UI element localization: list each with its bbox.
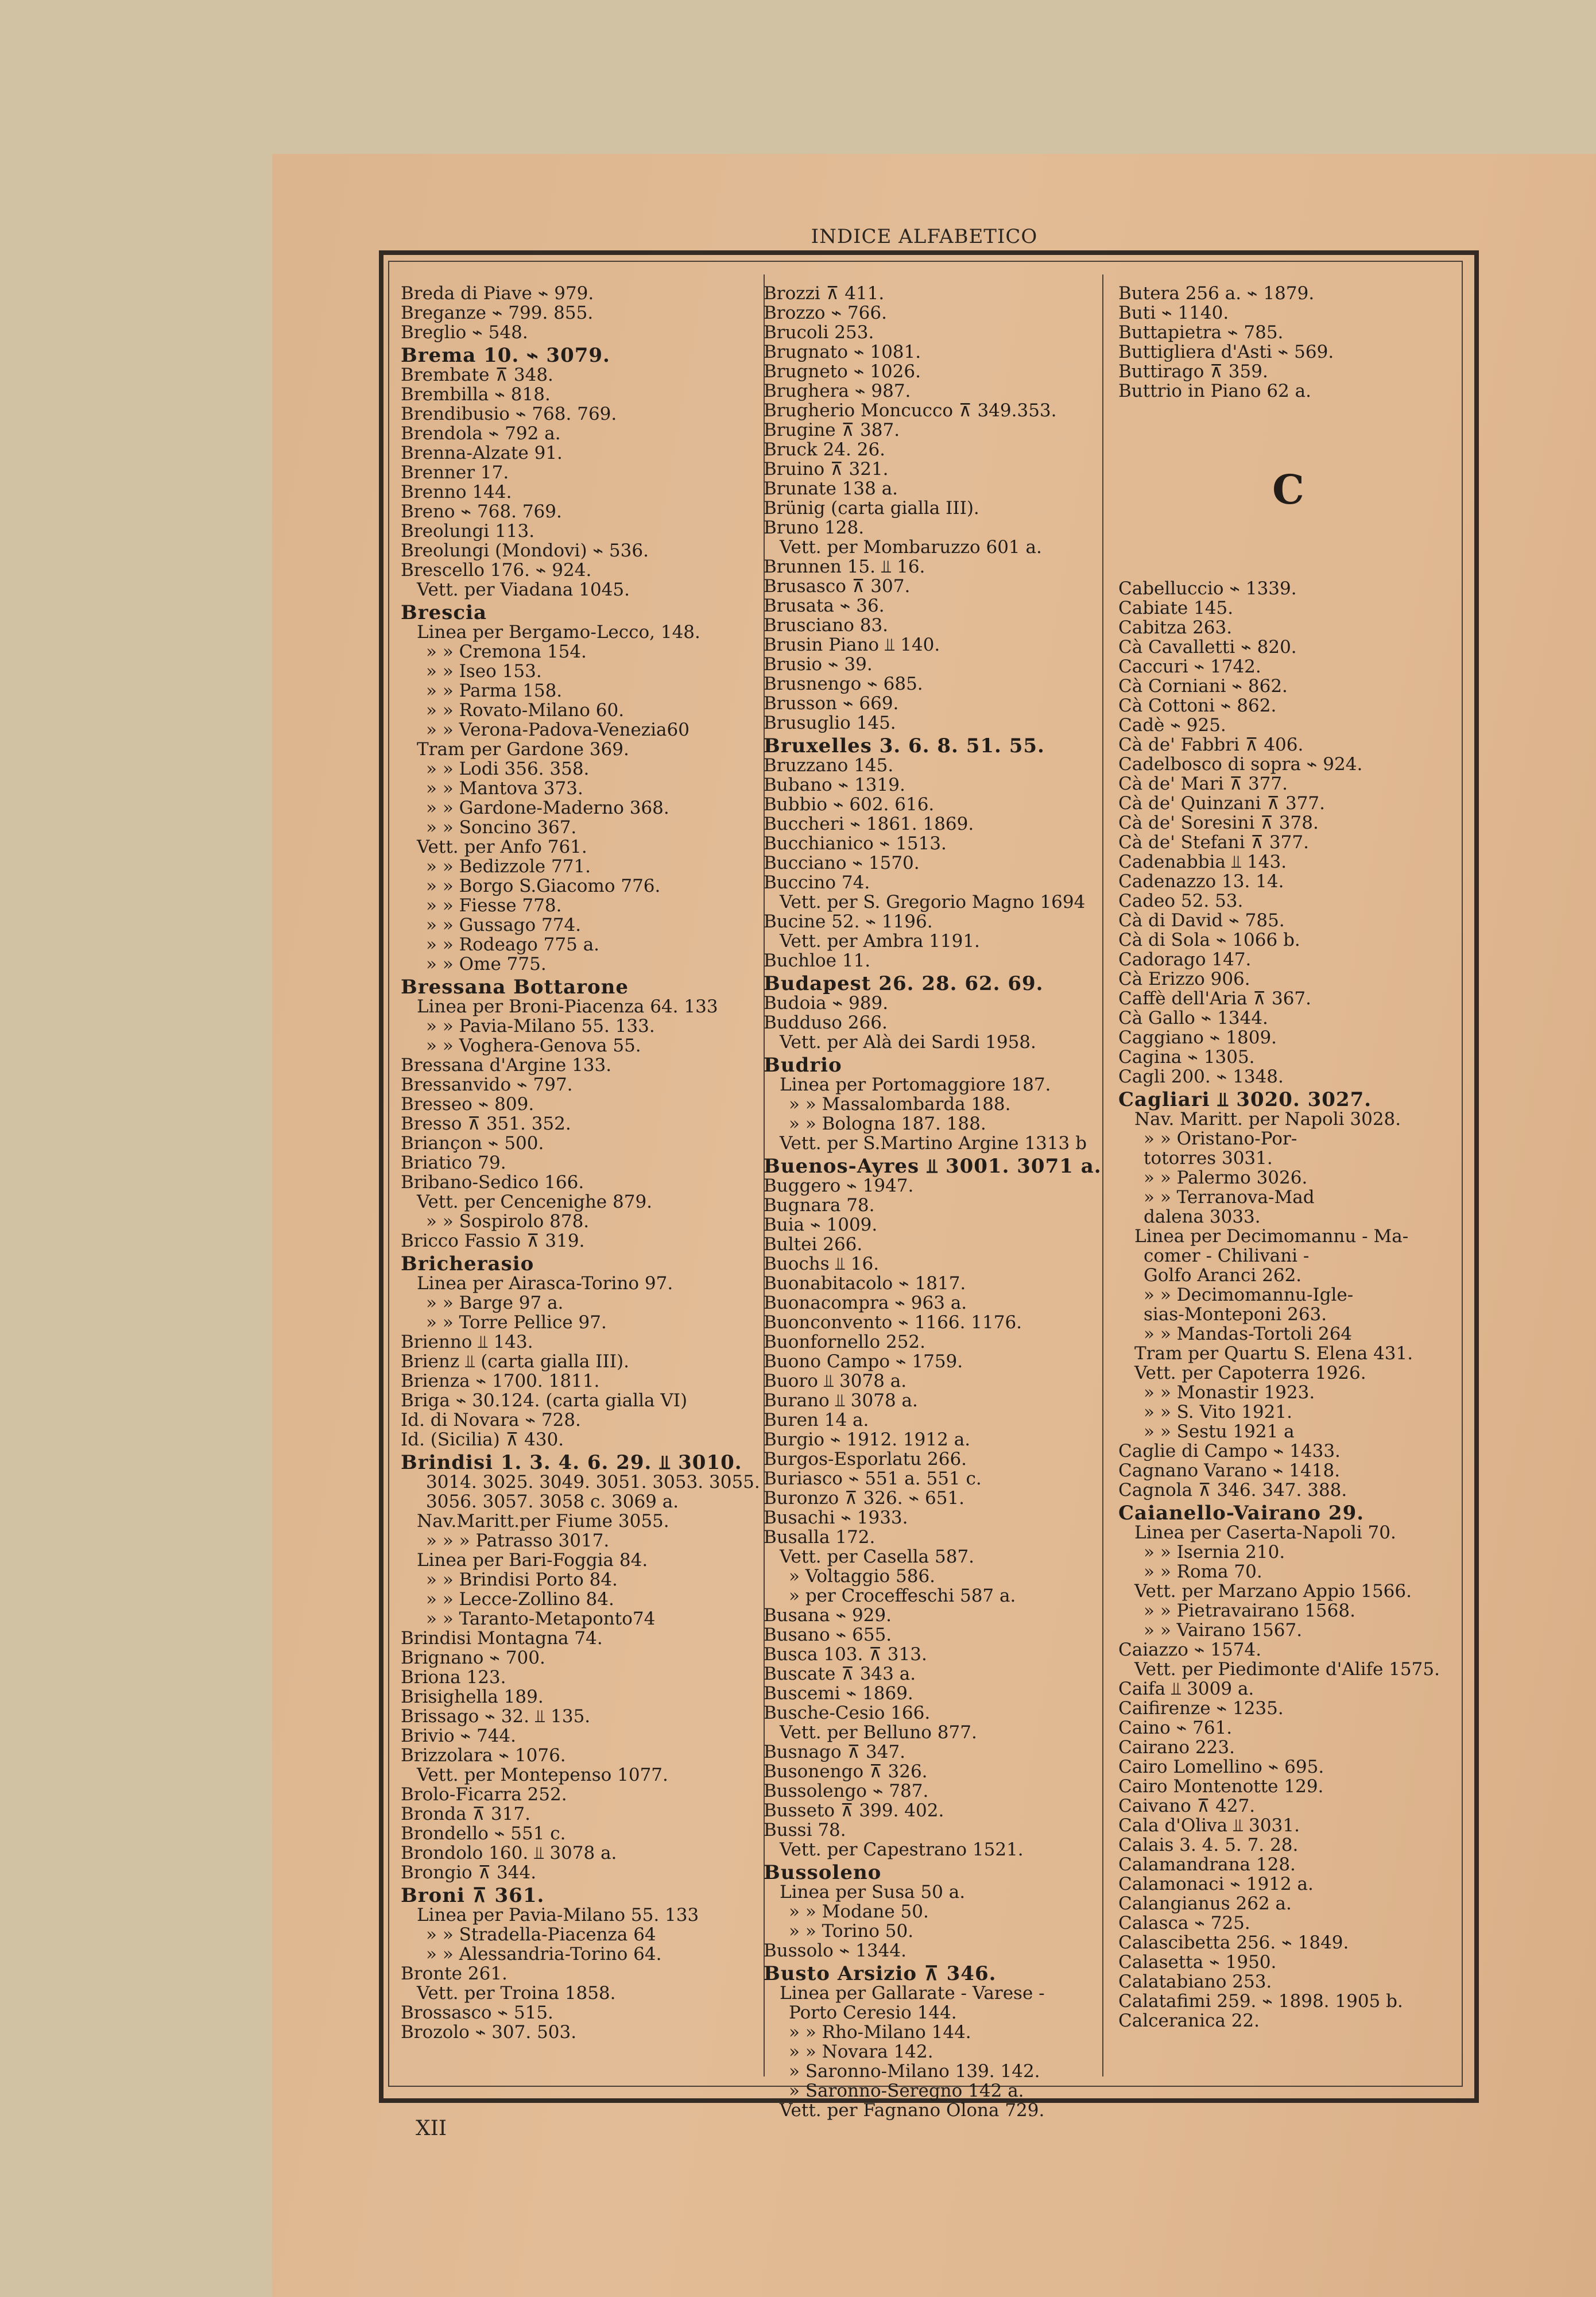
index-entry: » » Barge 97 a. (426, 1293, 564, 1313)
index-entry: Cadorago 147. (1118, 949, 1252, 970)
index-entry: Brenna-Alzate 91. (401, 443, 563, 463)
index-entry: » » Bedizzole 771. (426, 856, 591, 877)
index-entry: Cà de' Soresini ⊼ 378. (1118, 813, 1319, 833)
index-entry: Cà di David ⌁ 785. (1118, 910, 1285, 931)
index-entry: Caiazzo ⌁ 1574. (1118, 1639, 1262, 1660)
index-entry: Busnago ⊼ 347. (764, 1742, 906, 1762)
index-entry: Buti ⌁ 1140. (1118, 303, 1229, 323)
index-entry: » » Roma 70. (1144, 1561, 1262, 1582)
index-entry: Bressana d'Argine 133. (401, 1055, 612, 1076)
index-entry: Brendola ⌁ 792 a. (401, 423, 561, 444)
index-entry: Cà Gallo ⌁ 1344. (1118, 1008, 1268, 1028)
index-entry: Buren 14 a. (764, 1410, 869, 1430)
index-entry: Vett. per S. Gregorio Magno 1694 (780, 892, 1086, 912)
index-entry: Brunate 138 a. (764, 478, 898, 499)
index-entry: Linea per Bergamo-Lecco, 148. (417, 622, 700, 643)
index-entry: Brenno 144. (401, 482, 512, 502)
index-entry: » » Iseo 153. (426, 661, 542, 682)
index-entry: Brünig (carta gialla III). (764, 498, 979, 519)
index-entry: Buronzo ⊼ 326. ⌁ 651. (764, 1488, 965, 1509)
index-entry: » » Torino 50. (789, 1921, 914, 1942)
index-entry: » » Borgo S.Giacomo 776. (426, 876, 661, 896)
index-entry: Buscate ⊼ 343 a. (764, 1664, 916, 1684)
index-entry: » » Pavia-Milano 55. 133. (426, 1016, 655, 1037)
index-entry: Brusuglio 145. (764, 713, 896, 733)
index-entry: Golfo Aranci 262. (1144, 1265, 1302, 1286)
index-entry: Tram per Quartu S. Elena 431. (1134, 1343, 1413, 1364)
index-entry: Brusson ⌁ 669. (764, 693, 899, 714)
index-entry: Vett. per Belluno 877. (780, 1722, 977, 1743)
index-entry: Brusata ⌁ 36. (764, 595, 885, 616)
index-entry: Brienza ⌁ 1700. 1811. (401, 1371, 600, 1391)
index-entry: Burgos-Esporlatu 266. (764, 1449, 967, 1470)
index-entry: Burgio ⌁ 1912. 1912 a. (764, 1429, 971, 1450)
index-entry: Cà de' Stefani ⊼ 377. (1118, 832, 1309, 853)
index-entry: Brendibusio ⌁ 768. 769. (401, 404, 617, 424)
index-entry: Vett. per Mombaruzzo 601 a. (780, 537, 1042, 558)
index-entry: Calamandrana 128. (1118, 1854, 1296, 1875)
index-entry: Porto Ceresio 144. (789, 2002, 957, 2023)
index-entry: Linea per Bari-Foggia 84. (417, 1550, 648, 1571)
page-folio: XII (416, 2117, 447, 2140)
index-entry: Brondello ⌁ 551 c. (401, 1823, 566, 1844)
index-column-1 (401, 283, 760, 2081)
index-entry: Bucciano ⌁ 1570. (764, 853, 920, 873)
index-entry: Brembate ⊼ 348. (401, 365, 553, 385)
index-entry: Bruino ⊼ 321. (764, 459, 889, 479)
index-entry: Buttirago ⊼ 359. (1118, 361, 1268, 382)
index-entry: » » Bologna 187. 188. (789, 1113, 986, 1134)
index-entry: Buttigliera d'Asti ⌁ 569. (1118, 342, 1334, 362)
index-entry: Brindisi 1. 3. 4. 6. 29. ⫫ 3010. (401, 1451, 742, 1474)
index-entry: Linea per Portomaggiore 187. (780, 1074, 1051, 1095)
index-entry: Bussi 78. (764, 1820, 846, 1840)
index-entry: Calamonaci ⌁ 1912 a. (1118, 1874, 1314, 1894)
index-entry: Vett. per Montepenso 1077. (417, 1765, 668, 1785)
index-entry: Briona 123. (401, 1667, 506, 1688)
index-entry: Bruzzano 145. (764, 755, 894, 776)
index-entry: Cala d'Oliva ⫫ 3031. (1118, 1815, 1300, 1836)
index-entry: » » Isernia 210. (1144, 1542, 1285, 1563)
index-entry: Vett. per Fagnano Olona 729. (780, 2100, 1045, 2121)
index-entry: Linea per Susa 50 a. (780, 1882, 966, 1902)
index-entry: Cagnola ⊼ 346. 347. 388. (1118, 1480, 1347, 1501)
index-entry: » » Modane 50. (789, 1901, 929, 1922)
index-entry: Bruck 24. 26. (764, 439, 886, 460)
index-entry: Vett. per Alà dei Sardi 1958. (780, 1032, 1036, 1053)
index-entry: » » Rovato-Milano 60. (426, 700, 625, 721)
index-entry: » Saronno-Milano 139. 142. (789, 2061, 1040, 2082)
running-head: INDICE ALFABETICO (811, 225, 1038, 248)
index-entry: Cadè ⌁ 925. (1118, 715, 1226, 736)
index-entry: Buttapietra ⌁ 785. (1118, 322, 1284, 343)
index-entry: Caccuri ⌁ 1742. (1118, 656, 1261, 677)
index-entry: Calatafimi 259. ⌁ 1898. 1905 b. (1118, 1991, 1403, 2012)
column-rule (1102, 274, 1103, 2076)
index-entry: Cadeo 52. 53. (1118, 891, 1244, 911)
index-entry: » » Lecce-Zollino 84. (426, 1589, 614, 1610)
index-entry: Cà de' Quinzani ⊼ 377. (1118, 793, 1325, 814)
index-entry: Cadelbosco di sopra ⌁ 924. (1118, 754, 1363, 775)
index-entry: Id. di Novara ⌁ 728. (401, 1410, 581, 1430)
index-entry: Busche-Cesio 166. (764, 1703, 931, 1723)
index-entry: Brienno ⫫ 143. (401, 1332, 533, 1352)
index-entry: Breolungi (Mondovi) ⌁ 536. (401, 540, 649, 561)
index-entry: Caifa ⫫ 3009 a. (1118, 1679, 1254, 1699)
index-entry: Brusnengo ⌁ 685. (764, 674, 923, 694)
index-entry: Tram per Gardone 369. (417, 739, 629, 760)
index-entry: Budrio (764, 1054, 842, 1077)
index-entry: Briga ⌁ 30.124. (carta gialla VI) (401, 1390, 688, 1411)
index-entry: Brenner 17. (401, 462, 509, 483)
index-entry: Busalla 172. (764, 1527, 876, 1548)
index-entry: Breolungi 113. (401, 521, 535, 542)
index-entry: Cà de' Mari ⊼ 377. (1118, 774, 1288, 794)
index-entry: Bussolo ⌁ 1344. (764, 1940, 907, 1961)
index-entry: Caifirenze ⌁ 1235. (1118, 1698, 1284, 1719)
index-entry: Cabelluccio ⌁ 1339. (1118, 578, 1297, 599)
index-entry: Brunnen 15. ⫫ 16. (764, 556, 925, 577)
index-entry: Cà Corniani ⌁ 862. (1118, 676, 1288, 697)
index-entry: Caianello-Vairano 29. (1118, 1502, 1365, 1525)
index-entry: Vett. per Anfo 761. (417, 837, 587, 857)
index-entry: Buono Campo ⌁ 1759. (764, 1351, 963, 1372)
index-entry: Vett. per Cencenighe 879. (417, 1192, 653, 1212)
index-entry: Bresso ⊼ 351. 352. (401, 1113, 571, 1134)
index-entry: Cà di Sola ⌁ 1066 b. (1118, 930, 1300, 950)
index-entry: Vett. per Capestrano 1521. (780, 1839, 1024, 1860)
index-entry: Cairo Lomellino ⌁ 695. (1118, 1757, 1324, 1777)
index-entry: comer - Chilivani - (1144, 1246, 1310, 1266)
index-entry: Brisighella 189. (401, 1687, 544, 1707)
index-entry: Bribano-Sedico 166. (401, 1172, 584, 1193)
index-entry: Bussolengo ⌁ 787. (764, 1781, 929, 1801)
index-entry: » » Mantova 373. (426, 778, 583, 799)
index-entry: Buonabitacolo ⌁ 1817. (764, 1273, 966, 1294)
section-letter: C (1272, 466, 1304, 513)
index-entry: Brugherio Moncucco ⊼ 349.353. (764, 400, 1057, 421)
index-entry: Bronda ⊼ 317. (401, 1804, 530, 1824)
index-entry: dalena 3033. (1144, 1206, 1261, 1227)
index-entry: Linea per Airasca-Torino 97. (417, 1273, 673, 1294)
index-entry: Butera 256 a. ⌁ 1879. (1118, 283, 1315, 304)
index-entry: Cabiate 145. (1118, 598, 1234, 618)
index-entry: » » Terranova-Mad (1144, 1187, 1315, 1208)
index-entry: Brissago ⌁ 32. ⫫ 135. (401, 1706, 591, 1727)
index-entry: » » Ome 775. (426, 954, 547, 975)
index-entry: Brusasco ⊼ 307. (764, 576, 911, 597)
index-entry: Brembilla ⌁ 818. (401, 384, 551, 405)
index-entry: Brugine ⊼ 387. (764, 420, 900, 440)
index-entry: Busonengo ⊼ 326. (764, 1761, 928, 1782)
index-entry: Bronte 261. (401, 1963, 508, 1984)
index-entry: Bucchianico ⌁ 1513. (764, 833, 947, 854)
index-entry: Brondolo 160. ⫫ 3078 a. (401, 1843, 617, 1863)
index-entry: Cà Cavalletti ⌁ 820. (1118, 637, 1297, 658)
index-entry: totorres 3031. (1144, 1148, 1273, 1169)
index-entry: Buchloe 11. (764, 950, 871, 971)
index-entry: Cà Cottoni ⌁ 862. (1118, 695, 1277, 716)
index-entry: » » Monastir 1923. (1144, 1382, 1315, 1403)
index-entry: Budoia ⌁ 989. (764, 993, 889, 1014)
index-entry: 3014. 3025. 3049. 3051. 3053. 3055. (426, 1472, 760, 1492)
index-entry: Bricco Fassio ⊼ 319. (401, 1231, 585, 1251)
index-entry: » per Croceffeschi 587 a. (789, 1586, 1016, 1606)
index-entry: Brizzolara ⌁ 1076. (401, 1745, 566, 1766)
index-entry: » » Torre Pellice 97. (426, 1312, 607, 1333)
index-entry: Cagina ⌁ 1305. (1118, 1047, 1255, 1068)
index-entry: Calasetta ⌁ 1950. (1118, 1952, 1277, 1973)
index-entry: » » » Patrasso 3017. (426, 1530, 610, 1551)
index-entry: 3056. 3057. 3058 c. 3069 a. (426, 1491, 679, 1512)
index-entry: Linea per Decimomannu - Ma- (1134, 1226, 1409, 1247)
index-entry: » » Brindisi Porto 84. (426, 1569, 618, 1590)
index-entry: Caino ⌁ 761. (1118, 1718, 1233, 1738)
index-entry: Vett. per S.Martino Argine 1313 b (780, 1133, 1087, 1154)
index-entry: Buccheri ⌁ 1861. 1869. (764, 814, 974, 834)
index-entry: Brienz ⫫ (carta gialla III). (401, 1351, 629, 1372)
index-entry: Buoro ⫫ 3078 a. (764, 1371, 907, 1391)
index-entry: Vett. per Ambra 1191. (780, 931, 980, 952)
index-entry: Nav.Maritt.per Fiume 3055. (417, 1511, 669, 1532)
index-entry: Busseto ⊼ 399. 402. (764, 1800, 944, 1821)
index-entry: Id. (Sicilia) ⊼ 430. (401, 1429, 564, 1450)
index-entry: Breglio ⌁ 548. (401, 322, 528, 343)
index-entry: Calatabiano 253. (1118, 1971, 1272, 1992)
index-entry: Brossasco ⌁ 515. (401, 2002, 553, 2023)
index-entry: » » Soncino 367. (426, 817, 577, 838)
index-entry: Vett. per Capoterra 1926. (1134, 1363, 1366, 1383)
index-entry: Breno ⌁ 768. 769. (401, 501, 562, 522)
index-entry: » » Cremona 154. (426, 641, 587, 662)
index-entry: Buia ⌁ 1009. (764, 1215, 878, 1235)
index-entry: Brindisi Montagna 74. (401, 1628, 603, 1649)
index-entry: Cà de' Fabbri ⊼ 406. (1118, 734, 1304, 755)
index-entry: Busachi ⌁ 1933. (764, 1507, 908, 1528)
index-entry: » » Parma 158. (426, 680, 563, 701)
index-entry: Linea per Gallarate - Varese - (780, 1983, 1045, 2004)
index-entry: » » Gussago 774. (426, 915, 582, 935)
index-entry: Brivio ⌁ 744. (401, 1726, 517, 1746)
index-entry: » » Taranto-Metaponto74 (426, 1608, 656, 1629)
index-entry: Brugneto ⌁ 1026. (764, 361, 921, 382)
index-entry: Brescia (401, 601, 487, 624)
index-entry: Breganze ⌁ 799. 855. (401, 303, 594, 323)
index-entry: » » Oristano-Por- (1144, 1128, 1297, 1149)
index-entry: Busana ⌁ 929. (764, 1605, 892, 1626)
index-entry: Linea per Broni-Piacenza 64. 133 (417, 996, 718, 1017)
index-entry: Caggiano ⌁ 1809. (1118, 1027, 1277, 1048)
index-entry: Brignano ⌁ 700. (401, 1648, 545, 1668)
index-entry: Calais 3. 4. 5. 7. 28. (1118, 1835, 1299, 1855)
index-entry: Brolo-Ficarra 252. (401, 1784, 567, 1805)
index-entry: Buonfornello 252. (764, 1332, 926, 1352)
index-entry: Cabitza 263. (1118, 617, 1233, 638)
index-entry: Calascibetta 256. ⌁ 1849. (1118, 1932, 1349, 1953)
index-entry: Briançon ⌁ 500. (401, 1133, 544, 1154)
index-entry: Calasca ⌁ 725. (1118, 1913, 1250, 1933)
index-entry: » » Alessandria-Torino 64. (426, 1944, 662, 1965)
index-entry: Caffè dell'Aria ⊼ 367. (1118, 988, 1311, 1009)
index-entry: » » Stradella-Piacenza 64 (426, 1924, 656, 1945)
index-entry: Brescello 176. ⌁ 924. (401, 560, 592, 581)
index-entry: » » Palermo 3026. (1144, 1167, 1308, 1188)
index-entry: Calangianus 262 a. (1118, 1893, 1292, 1914)
index-entry: Vett. per Marzano Appio 1566. (1134, 1581, 1412, 1602)
index-entry: Bruxelles 3. 6. 8. 51. 55. (764, 734, 1045, 757)
index-entry: Linea per Caserta-Napoli 70. (1134, 1522, 1396, 1543)
index-entry: » » Lodi 356. 358. (426, 759, 590, 779)
index-entry: Vett. per Piedimonte d'Alife 1575. (1134, 1659, 1440, 1680)
index-column-2 (764, 283, 1102, 2121)
index-entry: Vett. per Viadana 1045. (417, 579, 630, 600)
index-entry: Busano ⌁ 655. (764, 1625, 892, 1645)
index-entry: Brozzo ⌁ 766. (764, 303, 887, 323)
index-entry: » Voltaggio 586. (789, 1566, 936, 1587)
index-entry: » » Sestu 1921 a (1144, 1421, 1295, 1442)
index-entry: » » Verona-Padova-Venezia60 (426, 720, 689, 740)
index-entry: Budduso 266. (764, 1012, 888, 1033)
index-entry: Brughera ⌁ 987. (764, 381, 911, 401)
index-entry: Brozzi ⊼ 411. (764, 283, 885, 304)
index-entry: » » Voghera-Genova 55. (426, 1035, 641, 1056)
index-entry: Buscemi ⌁ 1869. (764, 1683, 913, 1704)
index-entry: Burano ⫫ 3078 a. (764, 1390, 918, 1411)
index-entry: Cairano 223. (1118, 1737, 1235, 1758)
index-entry: Buriasco ⌁ 551 a. 551 c. (764, 1468, 982, 1489)
index-entry: » » Decimomannu-Igle- (1144, 1285, 1354, 1305)
index-entry: Bruno 128. (764, 517, 865, 538)
index-entry: » » Pietravairano 1568. (1144, 1600, 1355, 1621)
index-entry: Brema 10. ⌁ 3079. (401, 344, 610, 367)
index-entry: Brusin Piano ⫫ 140. (764, 635, 940, 655)
index-entry: Bultei 266. (764, 1234, 863, 1255)
index-entry: Bugnara 78. (764, 1195, 875, 1216)
index-entry: Brucoli 253. (764, 322, 874, 343)
index-entry: Brusciano 83. (764, 615, 889, 636)
index-entry: Brongio ⊼ 344. (401, 1862, 537, 1883)
index-entry: Brusio ⌁ 39. (764, 654, 873, 675)
index-entry: Vett. per Troina 1858. (417, 1983, 616, 2004)
index-entry: » » Mandas-Tortoli 264 (1144, 1324, 1353, 1344)
index-entry: » » Fiesse 778. (426, 895, 562, 916)
index-entry: » » Rodeago 775 a. (426, 934, 600, 955)
index-entry: Cà Erizzo 906. (1118, 969, 1250, 989)
index-entry: Bussoleno (764, 1861, 882, 1884)
index-entry: » Saronno-Seregno 142 a. (789, 2081, 1024, 2101)
index-entry: Brugnato ⌁ 1081. (764, 342, 921, 362)
index-entry: Broni ⊼ 361. (401, 1884, 545, 1907)
index-entry: Breda di Piave ⌁ 979. (401, 283, 594, 304)
index-entry: Budapest 26. 28. 62. 69. (764, 972, 1044, 995)
index-entry: » » Novara 142. (789, 2041, 933, 2062)
index-entry: Buttrio in Piano 62 a. (1118, 381, 1312, 401)
index-entry: Cagli 200. ⌁ 1348. (1118, 1066, 1284, 1087)
index-entry: » » S. Vito 1921. (1144, 1402, 1292, 1422)
index-entry: Cadenazzo 13. 14. (1118, 871, 1284, 892)
index-entry: Bressana Bottarone (401, 976, 629, 999)
index-entry: Linea per Pavia-Milano 55. 133 (417, 1905, 699, 1925)
index-column-3 (1118, 284, 1458, 2081)
index-entry: Cagliari ⫫ 3020. 3027. (1118, 1088, 1372, 1111)
index-entry: Bubano ⌁ 1319. (764, 775, 905, 795)
index-entry: Buonacompra ⌁ 963 a. (764, 1293, 967, 1313)
index-entry: Bressanvido ⌁ 797. (401, 1074, 573, 1095)
index-entry: Bucine 52. ⌁ 1196. (764, 911, 933, 932)
index-entry: Vett. per Casella 587. (780, 1546, 975, 1567)
index-entry: sias-Monteponi 263. (1144, 1304, 1327, 1325)
index-entry: Caglie di Campo ⌁ 1433. (1118, 1441, 1341, 1461)
index-entry: » » Rho-Milano 144. (789, 2022, 971, 2043)
index-entry: Nav. Maritt. per Napoli 3028. (1134, 1109, 1401, 1130)
index-entry: Buochs ⫫ 16. (764, 1254, 880, 1274)
index-entry: Bubbio ⌁ 602. 616. (764, 794, 935, 815)
index-entry: Cairo Montenotte 129. (1118, 1776, 1324, 1797)
index-entry: Busto Arsizio ⊼ 346. (764, 1962, 997, 1985)
index-entry: Busca 103. ⊼ 313. (764, 1644, 927, 1665)
index-entry: Buccino 74. (764, 872, 870, 893)
index-entry: Caivano ⊼ 427. (1118, 1796, 1256, 1816)
index-entry: Bresseo ⌁ 809. (401, 1094, 534, 1115)
index-entry: Cagnano Varano ⌁ 1418. (1118, 1460, 1341, 1481)
index-entry: Buenos-Ayres ⫫ 3001. 3071 a. (764, 1155, 1102, 1178)
index-entry: Briatico 79. (401, 1153, 506, 1173)
index-entry: Calceranica 22. (1118, 2010, 1260, 2031)
index-entry: » » Gardone-Maderno 368. (426, 798, 669, 818)
index-entry: » » Massalombarda 188. (789, 1094, 1011, 1115)
index-entry: Buonconvento ⌁ 1166. 1176. (764, 1312, 1022, 1333)
index-entry: » » Vairano 1567. (1144, 1620, 1303, 1641)
index-entry: Cadenabbia ⫫ 143. (1118, 852, 1287, 872)
index-entry: Buggero ⌁ 1947. (764, 1175, 914, 1196)
index-entry: » » Sospirolo 878. (426, 1211, 590, 1232)
index-entry: Bricherasio (401, 1252, 534, 1275)
index-entry: Brozolo ⌁ 307. 503. (401, 2022, 577, 2043)
